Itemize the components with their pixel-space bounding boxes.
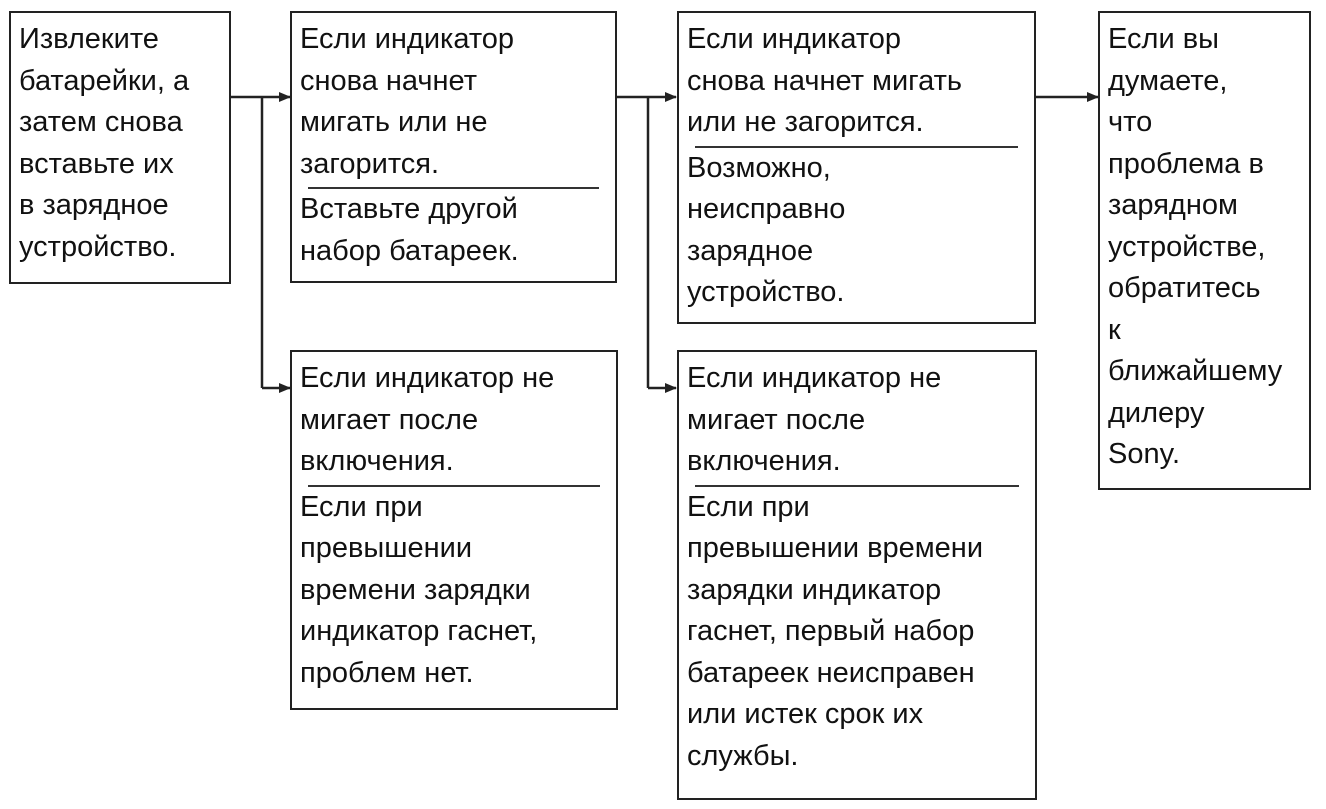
text-line: устройство.	[687, 276, 845, 308]
text-line: мигать или не	[300, 106, 488, 138]
text-line: превышении времени	[687, 532, 984, 564]
text-line: превышении	[300, 532, 473, 564]
text-line: мигает после	[300, 403, 479, 436]
step2-blink-condition	[300, 19, 609, 185]
step3-blink-box	[677, 11, 1036, 324]
text-line: проблем нет.	[300, 656, 474, 689]
text-line: батареек неисправен	[687, 656, 975, 689]
text-line: снова начнет	[300, 64, 477, 97]
step3-blink-condition	[687, 19, 1028, 144]
step2-blink-box	[290, 11, 617, 283]
text-line: Вставьте другой	[300, 193, 518, 225]
text-line: службы.	[687, 739, 799, 772]
text-line: батарейки, а	[19, 64, 190, 97]
text-line: устройстве,	[1108, 230, 1266, 263]
step2-blink-action	[300, 189, 609, 272]
final-box	[1098, 11, 1311, 490]
text-line: или не загорится.	[687, 106, 924, 138]
text-line: Sony.	[1108, 438, 1181, 470]
text-line: включения.	[687, 445, 841, 477]
text-line: затем снова	[19, 106, 183, 138]
text-line: зарядное	[687, 234, 814, 267]
step2-noblink-condition	[300, 358, 610, 483]
text-line: думаете,	[1108, 64, 1228, 97]
step3-blink-action	[687, 148, 1028, 314]
text-line: дилеру	[1108, 396, 1205, 429]
text-line: в зарядное	[19, 189, 169, 221]
text-line: мигает после	[687, 403, 866, 436]
text-line: Если индикатор	[300, 23, 515, 55]
text-line: устройство.	[19, 230, 177, 263]
text-line: зарядном	[1108, 189, 1238, 221]
text-line: времени зарядки	[300, 573, 531, 606]
text-line: Если вы	[1108, 23, 1219, 55]
text-line: проблема в	[1108, 147, 1264, 180]
step3-noblink-action	[687, 487, 1029, 778]
final-text	[1108, 19, 1303, 476]
start-text	[19, 19, 223, 268]
start-box	[9, 11, 231, 284]
step3-noblink-condition	[687, 358, 1029, 483]
text-line: Если индикатор не	[687, 362, 942, 394]
text-line: включения.	[300, 445, 454, 477]
text-line: Возможно,	[687, 151, 831, 184]
text-line: к	[1108, 313, 1121, 346]
text-line: Если индикатор не	[300, 362, 555, 394]
text-line: загорится.	[300, 147, 440, 180]
text-line: обратитесь	[1108, 272, 1261, 304]
text-line: что	[1108, 106, 1153, 138]
step2-noblink-action	[300, 487, 610, 695]
text-line: ближайшему	[1108, 355, 1283, 387]
text-line: индикатор гаснет,	[300, 615, 538, 647]
text-line: зарядки индикатор	[687, 573, 942, 606]
text-line: набор батареек.	[300, 234, 519, 267]
text-line: гаснет, первый набор	[687, 615, 975, 647]
text-line: вставьте их	[19, 147, 174, 180]
text-line: Если при	[300, 490, 423, 523]
text-line: Если индикатор	[687, 23, 902, 55]
step2-noblink-box	[290, 350, 618, 710]
text-line: снова начнет мигать	[687, 64, 963, 97]
text-line: неисправно	[687, 193, 846, 225]
step3-noblink-box	[677, 350, 1037, 800]
text-line: Если при	[687, 490, 810, 523]
text-line: или истек срок их	[687, 698, 924, 730]
text-line: Извлеките	[19, 23, 159, 55]
